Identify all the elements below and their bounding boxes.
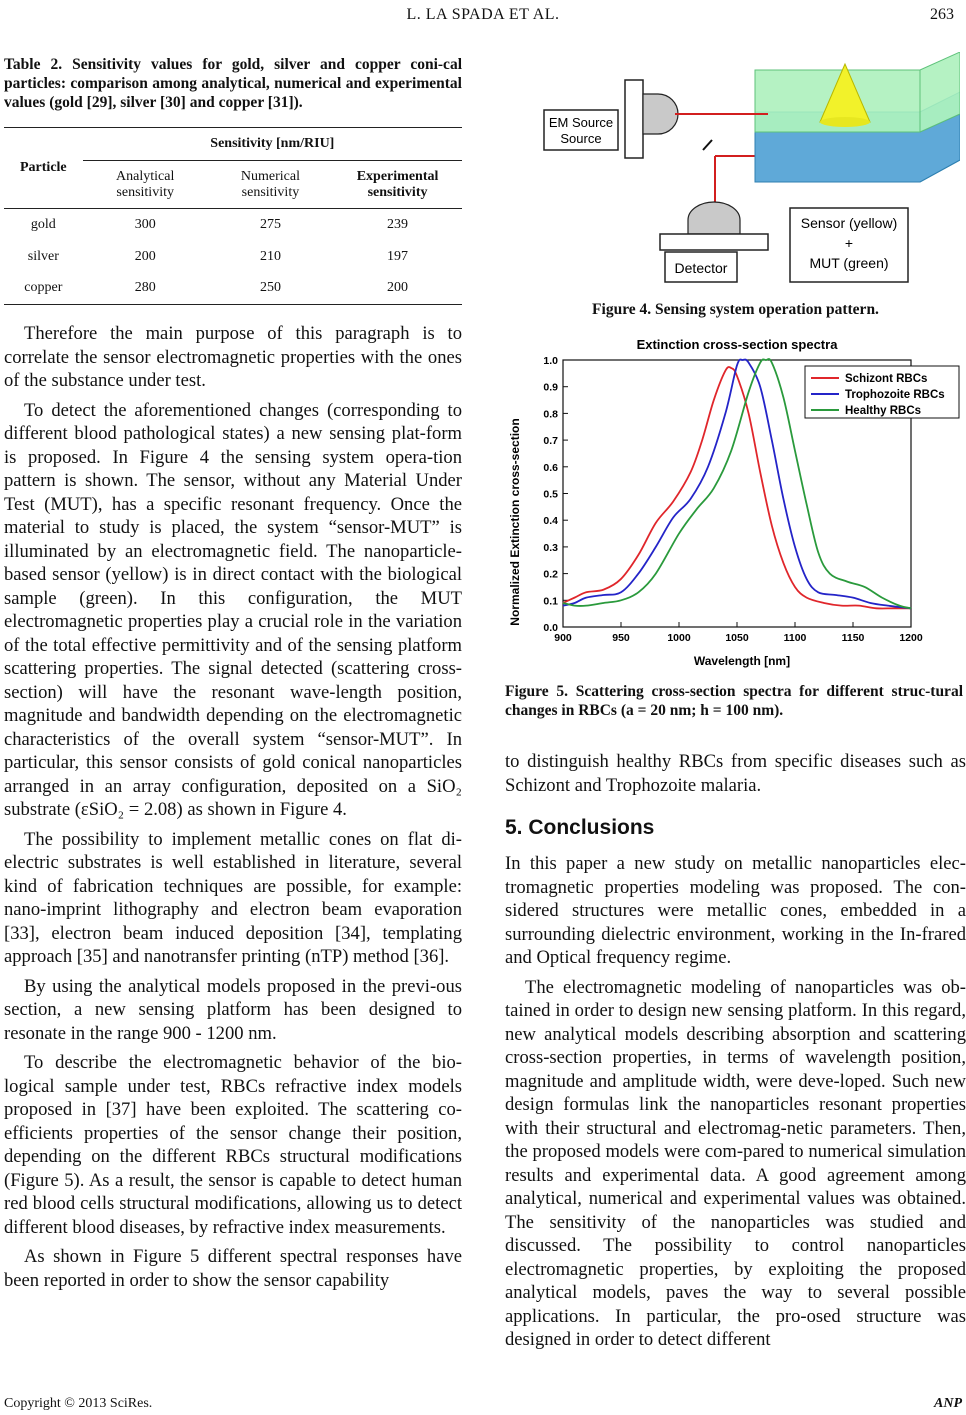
table-cell: 300 bbox=[134, 216, 156, 232]
x-tick-label: 950 bbox=[612, 632, 630, 644]
chart-title: Extinction cross-section spectra bbox=[636, 337, 838, 352]
figure-4-diagram bbox=[540, 52, 960, 287]
paragraph: To detect the aforementioned changes (corresponding to different blood pathological states) a new sensing plat-form is proposed. In Figure 4 the sensing system opera-tion pattern is shown. The sensor, without any Material Under Test (MUT), has a specific resonant frequency. Once the material to study is placed, the system “sensor-MUT” is illuminated by an electromagnetic field. The nanoparticle-based sensor (yellow) is in direct contact with the biological sample (green). In this configuration, the MUT electromagnetic properties play a crucial role in the variation of the total effective permittivity and of the sensing platform scattering properties. The signal detected (scattering cross-section) will have the resonant wave-length position, magnitude and bandwidth depending on the electromagnetic characteristics of the overall system “sensor-MUT”. In particular, this sensor consists of gold conical nanoparticles arranged in an array configuration, deposited on a SiO₂ substrate (εSiO₂ = 2.08) as shown in Figure 4. bbox=[4, 399, 462, 820]
table-cell: 210 bbox=[259, 248, 281, 264]
em-source-label: EM Source bbox=[548, 115, 614, 130]
table-cell: gold bbox=[30, 216, 56, 232]
paragraph: Therefore the main purpose of this paragraph is to correlate the sensor electromagnetic properties with the ones of the substance under test. bbox=[4, 323, 462, 391]
section-heading: 5. Conclusions bbox=[505, 816, 655, 839]
svg-text:Source: Source bbox=[560, 131, 602, 146]
y-tick-label: 0.5 bbox=[543, 488, 558, 501]
copyright: Copyright © 2013 SciRes. bbox=[4, 1396, 153, 1411]
detector-icon bbox=[688, 202, 740, 234]
paragraph: As shown in Figure 5 different spectral responses have been reported in order to show the sensor capability bbox=[4, 1246, 462, 1291]
figure-5-chart bbox=[505, 332, 965, 672]
y-tick-label: 0.7 bbox=[543, 435, 558, 448]
paragraph: By using the analytical models proposed in the previ-ous section, a new sensing platform has been designed to resonate in the range 900 - 1200 nm. bbox=[4, 975, 462, 1044]
x-tick-label: 900 bbox=[554, 632, 572, 644]
table-cell: silver bbox=[27, 248, 59, 264]
page-footer bbox=[4, 1396, 962, 1412]
y-tick-label: 0.6 bbox=[543, 461, 558, 474]
row-header: Particle bbox=[20, 160, 67, 175]
paragraph: To describe the electromagnetic behavior of the bio-logical sample under test, RBCs refractive index models proposed in [37] have been exploited. The scattering co-efficients properties of the sensor change their position, depending on the different RBCs structural modifications (Figure 5). As a result, the sensor is capable to detect human red blood cells structural modifications, allowing us to detect different blood diseases, by refractive index measurements. bbox=[4, 1052, 462, 1238]
y-tick-label: 1.0 bbox=[543, 355, 558, 367]
table-caption: Table 2. Sensitivity values for gold, silver and copper coni-cal particles: comparison among analytical, numerical and experimental values (gold [29], silver [30] and copper [31]). bbox=[4, 56, 462, 111]
sensor-label-line2: + bbox=[844, 235, 854, 251]
right-body-text bbox=[505, 852, 966, 1352]
y-tick-label: 0.3 bbox=[543, 541, 558, 554]
paragraph: The electromagnetic modeling of nanoparticles was ob-tained in order to design new sensing platform. In this regard, new analytical models describing absorption and scattering cross-section properties, in terms of wavelength position, magnitude and amplitude width, were deve-loped. Such new design formulas link the nanoparticles resonant properties with their structural and electromag-netic parameters. Then, the proposed models were com-pared to numerical simulation results and experimental data. A good agreement among analytical, numerical and experimental values was obtained. The sensitivity of the nanoparticles was studied and discussed. The possibility to control nanoparticles electromagnetic properties, by exploiting the proposed analytical models, paves the way to several possible applications. In particular, the pro-osed structure was designed in order to detect different bbox=[505, 976, 966, 1350]
table-cell: 275 bbox=[259, 216, 281, 232]
figure-4-caption: Figure 4. Sensing system operation pattern. bbox=[592, 301, 879, 318]
right-continuation bbox=[505, 750, 966, 797]
y-axis-label: Normalized Extinction cross-section bbox=[508, 418, 522, 626]
sensor-label-line3: MUT (green) bbox=[809, 255, 889, 271]
table-cell: 200 bbox=[387, 280, 409, 296]
column-header: Numerical sensitivity bbox=[240, 168, 300, 200]
figure-5-caption: Figure 5. Scattering cross-section spectra for different struc-tural changes in RBCs (a = 20 nm; h = 100 nm). bbox=[505, 683, 963, 719]
x-tick-label: 1050 bbox=[725, 632, 749, 644]
legend-label: Trophozoite RBCs bbox=[845, 389, 945, 401]
x-tick-label: 1200 bbox=[899, 632, 923, 644]
y-tick-label: 0.8 bbox=[543, 408, 558, 421]
legend-label: Healthy RBCs bbox=[845, 405, 922, 417]
x-tick-label: 1100 bbox=[783, 632, 807, 644]
paragraph: In this paper a new study on metallic nanoparticles elec-tromagnetic properties modeling was proposed. The con-sidered structures were metallic cones, embedded in a surrounding dielectric environment, working in the In-frared and Optical frequency regime. bbox=[505, 853, 966, 968]
paragraph: The possibility to implement metallic cones on flat di-electric substrates is well established in literature, several kind of fabrication techniques are possible, for example: nano-imprint lithography and electron beam evaporation [33], electron beam induced deposition [34], templating approach [35] and nanotransfer printing (nTP) method [36]. bbox=[4, 828, 462, 967]
y-tick-label: 0.9 bbox=[543, 381, 558, 394]
page-header bbox=[0, 6, 966, 30]
x-tick-label: 1150 bbox=[841, 632, 865, 644]
chart-legend bbox=[805, 366, 959, 418]
table-cell: 197 bbox=[387, 248, 409, 264]
sensor-label-line1: Sensor (yellow) bbox=[800, 215, 898, 231]
sensitivity-table bbox=[4, 127, 462, 305]
group-header: Sensitivity [nm/RIU] bbox=[83, 128, 462, 161]
x-axis-label: Wavelength [nm] bbox=[693, 654, 791, 668]
table-cell: copper bbox=[24, 280, 63, 296]
table-cell: 200 bbox=[134, 248, 156, 264]
lamp-icon bbox=[625, 80, 643, 158]
page-number: 263 bbox=[930, 6, 954, 23]
y-tick-label: 0.0 bbox=[543, 622, 558, 634]
journal-name: ANP bbox=[934, 1396, 962, 1411]
table-cell: 280 bbox=[134, 280, 156, 296]
running-title: L. LA SPADA ET AL. bbox=[406, 6, 560, 23]
left-body-text bbox=[4, 322, 462, 1292]
y-tick-label: 0.1 bbox=[543, 595, 558, 608]
legend-label: Schizont RBCs bbox=[845, 373, 928, 385]
detector-label: Detector bbox=[674, 260, 728, 276]
column-header: Experimental sensitivity bbox=[356, 168, 439, 200]
table-row bbox=[4, 273, 462, 305]
table-cell: 250 bbox=[259, 280, 281, 296]
y-tick-label: 0.4 bbox=[543, 515, 558, 528]
table-cell: 239 bbox=[387, 216, 409, 232]
table-row bbox=[4, 241, 462, 273]
paragraph: to distinguish healthy RBCs from specific diseases such as Schizont and Trophozoite malaria. bbox=[505, 751, 966, 796]
y-tick-label: 0.2 bbox=[543, 568, 558, 581]
column-header: Analytical sensitivity bbox=[116, 168, 175, 200]
table-row bbox=[4, 209, 462, 241]
x-tick-label: 1000 bbox=[667, 632, 691, 644]
